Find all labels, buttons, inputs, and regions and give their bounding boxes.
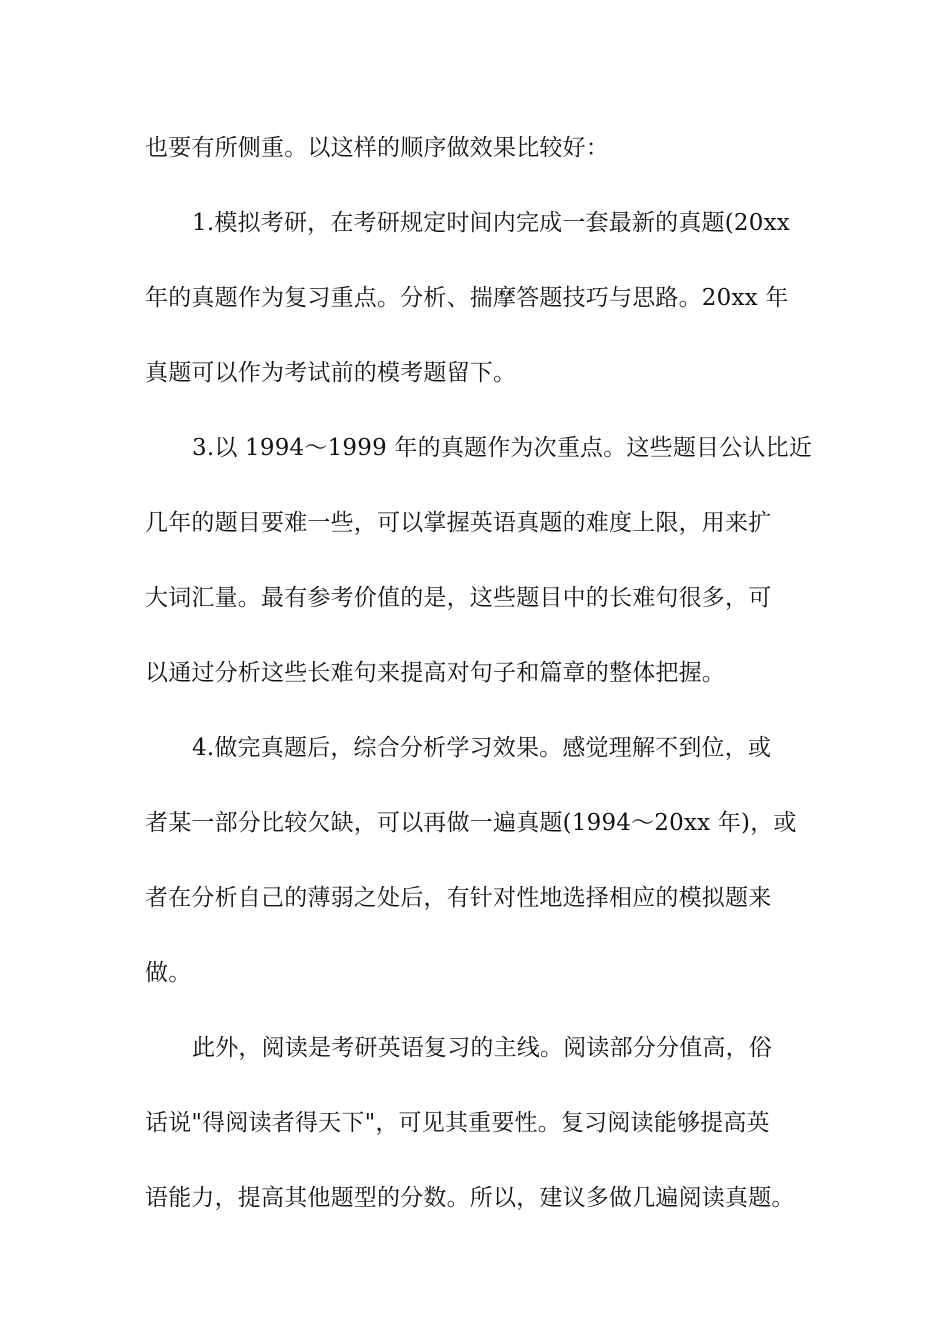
text-line-15: 语能力，提高其他题型的分数。所以，建议多做几遍阅读真题。 bbox=[145, 1185, 795, 1211]
text-line-11: 者在分析自己的薄弱之处后，有针对性地选择相应的模拟题来 bbox=[145, 885, 772, 911]
text-line-13: 此外，阅读是考研英语复习的主线。阅读部分分值高，俗 bbox=[192, 1035, 772, 1061]
text-line-8: 以通过分析这些长难句来提高对句子和篇章的整体把握。 bbox=[145, 660, 725, 686]
text-line-6: 几年的题目要难一些，可以掌握英语真题的难度上限，用来扩 bbox=[145, 510, 772, 536]
text-line-12: 做。 bbox=[145, 960, 192, 986]
text-line-7: 大词汇量。最有参考价值的是，这些题目中的长难句很多，可 bbox=[145, 585, 772, 611]
text-line-4: 真题可以作为考试前的模考题留下。 bbox=[145, 360, 517, 386]
text-line-10: 者某一部分比较欠缺，可以再做一遍真题(1994～20xx 年)，或 bbox=[145, 810, 797, 836]
text-line-1: 也要有所侧重。以这样的顺序做效果比较好： bbox=[145, 135, 609, 161]
text-line-9: 4.做完真题后，综合分析学习效果。感觉理解不到位，或 bbox=[192, 735, 772, 761]
document-body bbox=[145, 128, 825, 1253]
text-line-14: 话说"得阅读者得天下"，可见其重要性。复习阅读能够提高英 bbox=[145, 1110, 770, 1136]
text-line-2: 1.模拟考研，在考研规定时间内完成一套最新的真题(20xx bbox=[192, 210, 790, 236]
text-line-5: 3.以 1994～1999 年的真题作为次重点。这些题目公认比近 bbox=[192, 435, 813, 461]
text-line-3: 年的真题作为复习重点。分析、揣摩答题技巧与思路。20xx 年 bbox=[145, 285, 789, 311]
